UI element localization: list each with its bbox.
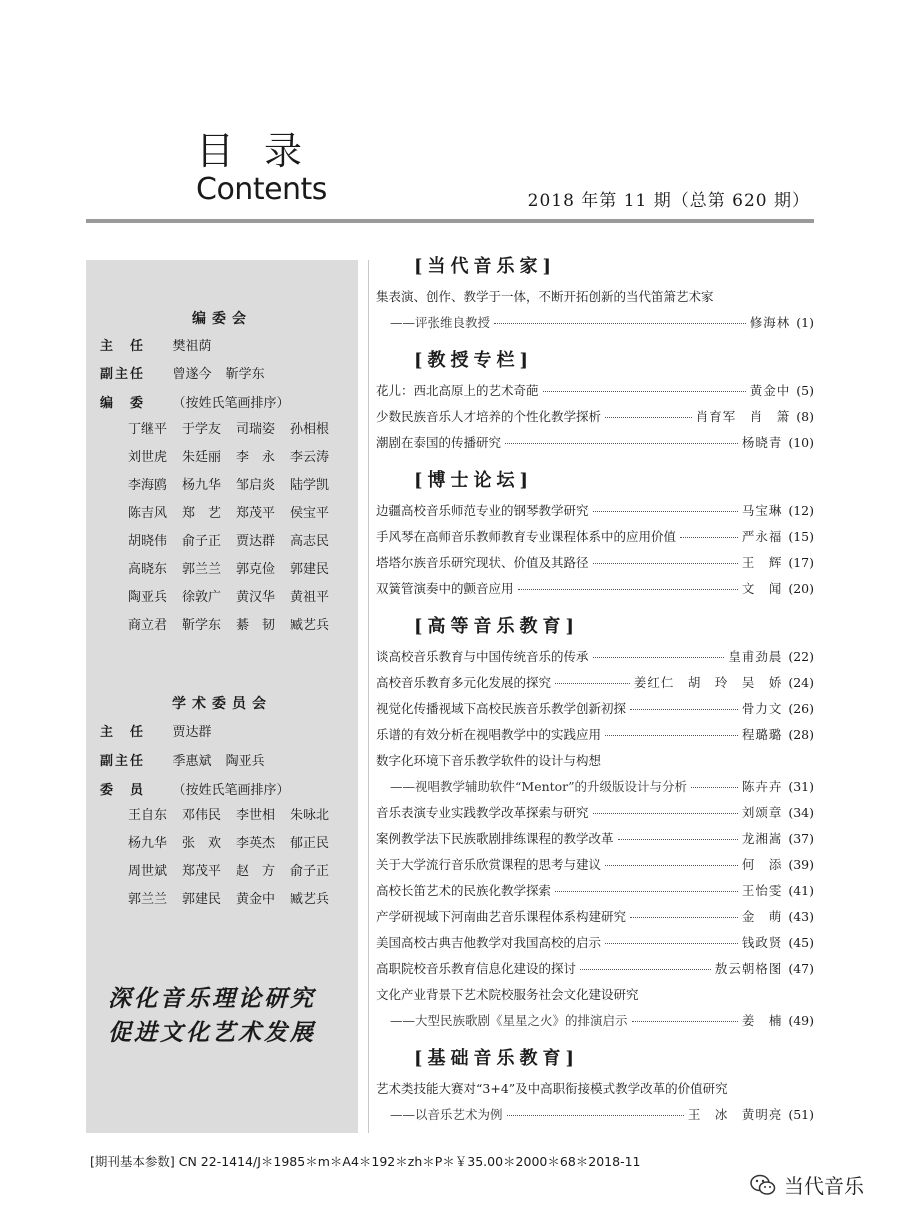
editorial-board-heading: 编委会 [192,311,252,327]
member-name: 高晓东 [128,562,168,577]
toc-entry[interactable] [376,1076,814,1128]
editorial-deputy-name: 靳学东 [225,367,265,382]
academic-members-grid [128,802,344,914]
member-name: 郑茂平 [182,864,222,879]
member-name: 臧艺兵 [290,618,330,633]
article-title: 乐谱的有效分析在视唱教学中的实践应用 [376,727,602,742]
article-author: 马宝琳 [741,503,783,518]
dot-leader [518,589,738,590]
toc-entry[interactable] [376,800,814,826]
article-title: 美国高校古典吉他教学对我国高校的启示 [376,935,602,950]
dot-leader [618,839,738,840]
page-number: (1) [796,315,814,330]
dot-leader [632,1021,738,1022]
member-name: 邹启炎 [236,478,276,493]
section-heading: [高等音乐教育] [414,616,580,637]
editorial-chief-label: 主 任 [100,339,146,354]
member-name: 张 欢 [182,836,222,851]
article-author: 文 闻 [741,581,783,596]
member-name: 胡晓伟 [128,534,168,549]
article-author: 王 冰 黄明亮 [687,1107,783,1122]
dot-leader [507,1115,684,1116]
member-name: 杨九华 [182,478,222,493]
page-number: (47) [788,961,814,976]
member-name: 刘世虎 [128,450,168,465]
academic-members-row [100,779,289,798]
member-name: 徐敦广 [182,590,222,605]
member-name: 陆学凯 [290,478,330,493]
article-title: 边疆高校音乐师范专业的钢琴教学研究 [376,503,589,518]
toc-entry[interactable] [376,956,814,982]
dot-leader [593,511,738,512]
member-name: 李英杰 [236,836,276,851]
article-author: 姜红仁 胡 玲 吴 娇 [633,675,783,690]
member-name: 陈吉风 [128,506,168,521]
article-subtitle: ——视唱教学辅助软件“Mentor”的升级版设计与分析 [390,779,688,794]
editorial-members-note: （按姓氏笔画排序） [172,396,290,411]
dot-leader [605,735,738,736]
member-name: 侯宝平 [290,506,330,521]
member-name: 郭建民 [182,892,222,907]
dot-leader [494,323,746,324]
toc-entry[interactable] [376,826,814,852]
page-number: (39) [788,857,814,872]
table-of-contents [370,250,814,1128]
member-name: 俞子正 [182,534,222,549]
toc-entry[interactable] [376,378,814,404]
member-name: 陶亚兵 [128,590,168,605]
member-name: 于学友 [182,422,222,437]
academic-chief-name: 贾达群 [172,725,212,740]
editorial-members-label: 编 委 [100,396,146,411]
page-number: (49) [788,1013,814,1028]
member-name: 朱咏北 [290,808,330,823]
column-divider [368,260,369,1133]
article-title: 谈高校音乐教育与中国传统音乐的传承 [376,649,589,664]
page-number: (20) [788,581,814,596]
article-subtitle: ——评张维良教授 [390,315,491,330]
page-number: (28) [788,727,814,742]
member-name: 赵 方 [236,864,276,879]
page-title-english: Contents [196,172,327,207]
article-author: 黄金中 [749,383,791,398]
academic-deputy-label: 副主任 [100,754,146,769]
toc-entry[interactable] [376,430,814,456]
member-name: 郁正民 [290,836,330,851]
page-number: (31) [788,779,814,794]
article-title: 潮剧在泰国的传播研究 [376,435,502,450]
member-name: 俞子正 [290,864,330,879]
dot-leader [630,709,738,710]
editorial-deputy-label: 副主任 [100,367,146,382]
toc-entry[interactable] [376,404,814,430]
toc-entry[interactable] [376,498,814,524]
toc-entry[interactable] [376,576,814,602]
article-author: 何 添 [741,857,783,872]
article-author: 肖育军 肖 箫 [695,409,791,424]
article-author: 王怡雯 [741,883,783,898]
wechat-icon [750,1174,776,1196]
member-name: 黄祖平 [290,590,330,605]
article-author: 龙湘嵩 [741,831,783,846]
editorial-deputy-row [100,363,275,382]
article-author: 程璐璐 [741,727,783,742]
member-name: 贾达群 [236,534,276,549]
slogan-line: 促进文化艺术发展 [108,1019,316,1046]
page-number: (15) [788,529,814,544]
article-author: 皇甫劲晨 [728,649,783,664]
member-name: 靳学东 [182,618,222,633]
toc-entry[interactable] [376,696,814,722]
member-name: 李海鸥 [128,478,168,493]
article-title: 手风琴在高师音乐教师教育专业课程体系中的应用价值 [376,529,677,544]
academic-members-note: （按姓氏笔画排序） [172,783,290,798]
toc-entry[interactable] [376,722,814,748]
toc-entry[interactable] [376,852,814,878]
page-number: (34) [788,805,814,820]
toc-entry[interactable] [376,878,814,904]
article-title: 案例教学法下民族歌剧排练课程的教学改革 [376,831,614,846]
section-heading: [教授专栏] [414,350,534,371]
article-subtitle: ——以音乐艺术为例 [390,1107,503,1122]
article-title: 双簧管演奏中的颤音应用 [376,581,514,596]
page-number: (24) [788,675,814,690]
article-author: 严永福 [741,529,783,544]
article-author: 刘颂章 [741,805,783,820]
dot-leader [630,917,738,918]
section-heading: [博士论坛] [414,470,534,491]
academic-committee-heading: 学术委员会 [172,696,272,712]
toc-entry[interactable] [376,670,814,696]
toc-entry[interactable] [376,748,814,800]
member-name: 邓伟民 [182,808,222,823]
dot-leader [605,943,738,944]
article-title: 文化产业背景下艺术院校服务社会文化建设研究 [376,987,639,1002]
dot-leader [593,563,738,564]
member-name: 王自东 [128,808,168,823]
page-number: (22) [788,649,814,664]
editorial-members-grid [128,416,344,640]
editorial-deputy-name: 曾遂今 [172,367,212,382]
article-title: 少数民族音乐人才培养的个性化教学探析 [376,409,602,424]
article-title: 塔塔尔族音乐研究现状、价值及其路径 [376,555,589,570]
page-number: (8) [796,409,814,424]
member-name: 丁继平 [128,422,168,437]
page-number: (12) [788,503,814,518]
section-heading: [基础音乐教育] [414,1048,580,1069]
toc-entry[interactable] [376,284,814,336]
editorial-members-row [100,392,289,411]
member-name: 杨九华 [128,836,168,851]
academic-members-label: 委 员 [100,783,146,798]
page-number: (51) [788,1107,814,1122]
page-number: (26) [788,701,814,716]
toc-entry[interactable] [376,904,814,930]
academic-deputy-row [100,750,275,769]
toc-entry[interactable] [376,644,814,670]
article-author: 敖云朝格图 [714,961,783,976]
dot-leader [691,787,738,788]
article-author: 骨力文 [741,701,783,716]
member-name: 臧艺兵 [290,892,330,907]
page-number: (43) [788,909,814,924]
toc-entry[interactable] [376,550,814,576]
dot-leader [605,865,738,866]
page-number: (17) [788,555,814,570]
member-name: 李世相 [236,808,276,823]
academic-deputy-name: 陶亚兵 [225,754,265,769]
article-title: 高职院校音乐教育信息化建设的探讨 [376,961,577,976]
slogan-line: 深化音乐理论研究 [108,985,316,1012]
article-title: 集表演、创作、教学于一体，不断开拓创新的当代笛箫艺术家 [376,289,714,304]
dot-leader [543,391,746,392]
wechat-account-name: 当代音乐 [784,1174,864,1198]
dot-leader [593,657,725,658]
member-name: 司瑞姿 [236,422,276,437]
member-name: 郭建民 [290,562,330,577]
member-name: 李 永 [236,450,276,465]
section-heading: [当代音乐家] [414,256,557,277]
editorial-chief-row [100,335,211,354]
page-title: 目录 [196,129,333,173]
member-name: 郭克俭 [236,562,276,577]
article-author: 杨晓青 [741,435,783,450]
member-name: 李云涛 [290,450,330,465]
dot-leader [680,537,738,538]
member-name: 朱廷丽 [182,450,222,465]
page-number: (37) [788,831,814,846]
article-subtitle: ——大型民族歌剧《星星之火》的排演启示 [390,1013,628,1028]
editorial-chief-name: 樊祖荫 [172,339,212,354]
page-number: (10) [788,435,814,450]
academic-deputy-names [172,750,274,769]
journal-parameters: [期刊基本参数] CN 22-1414/J＊1985＊m＊A4＊192＊zh＊P＊￥35.00＊2000＊68＊2018-11 [90,1154,641,1169]
header-divider [86,219,814,223]
toc-entry[interactable] [376,982,814,1034]
article-author: 姜 楠 [741,1013,783,1028]
article-title: 音乐表演专业实践教学改革探索与研究 [376,805,589,820]
member-name: 郑 艺 [182,506,222,521]
dot-leader [555,683,630,684]
wechat-watermark [750,1170,864,1199]
page-number: (41) [788,883,814,898]
article-title: 高校长笛艺术的民族化教学探索 [376,883,552,898]
article-title: 数字化环境下音乐教学软件的设计与构想 [376,753,602,768]
article-author: 钱政贤 [741,935,783,950]
member-name: 綦 韧 [236,618,276,633]
dot-leader [605,417,692,418]
member-name: 郭兰兰 [182,562,222,577]
article-title: 高校音乐教育多元化发展的探究 [376,675,552,690]
member-name: 商立君 [128,618,168,633]
article-author: 王 辉 [741,555,783,570]
article-author: 陈卉卉 [741,779,783,794]
page-number: (45) [788,935,814,950]
member-name: 高志民 [290,534,330,549]
toc-entry[interactable] [376,524,814,550]
member-name: 黄金中 [236,892,276,907]
dot-leader [580,969,711,970]
academic-chief-label: 主 任 [100,725,146,740]
academic-deputy-name: 季惠斌 [172,754,212,769]
issue-number: 2018 年第 11 期（总第 620 期） [527,191,810,211]
page-number: (5) [796,383,814,398]
article-title: 视觉化传播视域下高校民族音乐教学创新初探 [376,701,627,716]
article-title: 关于大学流行音乐欣赏课程的思考与建议 [376,857,602,872]
dot-leader [505,443,738,444]
article-title: 花儿：西北高原上的艺术奇葩 [376,383,539,398]
academic-chief-row [100,721,211,740]
dot-leader [593,813,738,814]
member-name: 郭兰兰 [128,892,168,907]
article-title: 产学研视域下河南曲艺音乐课程体系构建研究 [376,909,627,924]
article-author: 修海林 [749,315,791,330]
member-name: 郑茂平 [236,506,276,521]
member-name: 黄汉华 [236,590,276,605]
article-title: 艺术类技能大赛对“3+4”及中高职衔接模式教学改革的价值研究 [376,1081,728,1096]
article-author: 金 萌 [741,909,783,924]
dot-leader [555,891,738,892]
slogan [108,982,348,1050]
member-name: 周世斌 [128,864,168,879]
editorial-deputy-names [172,363,274,382]
member-name: 孙相根 [290,422,330,437]
toc-entry[interactable] [376,930,814,956]
